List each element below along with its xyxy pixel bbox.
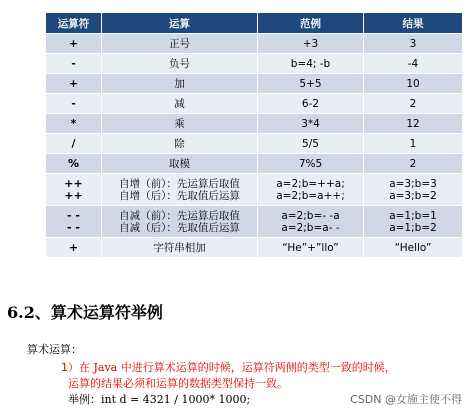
cell-operation xyxy=(102,174,258,206)
cell-operator xyxy=(46,74,102,94)
note-prefix: 1）在 xyxy=(61,361,94,374)
cell-example-line: +3 xyxy=(302,37,319,50)
cell-result-line: -4 xyxy=(407,57,419,70)
cell-operation-line: 加 xyxy=(174,77,185,90)
table-row xyxy=(46,34,463,54)
cell-operator xyxy=(46,94,102,114)
cell-example-line: 3*4 xyxy=(301,117,320,130)
cell-result-line: 10 xyxy=(406,77,420,90)
cell-result xyxy=(364,74,463,94)
cell-example-line: 6-2 xyxy=(301,97,320,110)
note-line-1 xyxy=(61,359,396,375)
table-row xyxy=(46,114,463,134)
cell-operator-line: - xyxy=(71,56,76,70)
cell-result xyxy=(364,174,463,206)
cell-operation xyxy=(102,154,258,174)
table-row xyxy=(46,174,463,206)
table-row xyxy=(46,134,463,154)
cell-example-line: b=4; -b xyxy=(290,57,331,70)
cell-operation-line: 自减（前）：先运算后取值 xyxy=(119,209,240,222)
cell-operator xyxy=(46,206,102,238)
cell-result-line: “Hello” xyxy=(394,241,432,254)
cell-result-line: 2 xyxy=(409,157,417,170)
cell-result-line: a=1;b=1 xyxy=(389,209,437,222)
table-body xyxy=(46,34,463,258)
cell-operation-line: 乘 xyxy=(174,117,185,130)
cell-operator-line: * xyxy=(70,116,77,130)
cell-result xyxy=(364,134,463,154)
cell-operation xyxy=(102,134,258,154)
cell-result-line: 12 xyxy=(406,117,420,130)
cell-operator-line: + xyxy=(68,36,79,50)
cell-operation-line: 自增（前）：先运算后取值 xyxy=(119,177,240,190)
header-result: 结果 xyxy=(364,13,463,34)
cell-operation xyxy=(102,54,258,74)
table-row xyxy=(46,94,463,114)
cell-result xyxy=(364,114,463,134)
cell-result-line: a=1;b=2 xyxy=(389,221,437,234)
cell-operation-line: 负号 xyxy=(169,57,190,70)
cell-result-line: 3 xyxy=(409,37,417,50)
cell-result xyxy=(364,238,463,258)
cell-result xyxy=(364,94,463,114)
cell-operator xyxy=(46,34,102,54)
cell-example-line: a=2;b=a- - xyxy=(281,221,340,234)
cell-operation xyxy=(102,206,258,238)
note-rest: 中进行算术运算的时候，运算符两侧的类型一致的时候， xyxy=(117,361,396,374)
body-label: 算术运算： xyxy=(27,343,82,356)
note-line-2: 运算的结果必须和运算的数据类型保持一致。 xyxy=(68,377,288,390)
cell-example-line: 5+5 xyxy=(299,77,322,90)
cell-example xyxy=(258,54,364,74)
cell-result-line: a=3;b=3 xyxy=(389,177,437,190)
cell-operator xyxy=(46,238,102,258)
cell-example xyxy=(258,206,364,238)
cell-operation-line: 正号 xyxy=(169,37,190,50)
cell-example xyxy=(258,174,364,206)
cell-operator-line: / xyxy=(71,136,76,150)
cell-operation-line: 字符串相加 xyxy=(153,241,206,254)
example-line xyxy=(68,391,250,407)
header-operation: 运算 xyxy=(102,13,258,34)
cell-operation-line: 取模 xyxy=(169,157,190,170)
table-row xyxy=(46,206,463,238)
cell-operation xyxy=(102,114,258,134)
cell-operator xyxy=(46,134,102,154)
cell-operator xyxy=(46,154,102,174)
cell-example xyxy=(258,154,364,174)
cell-operator-line: - xyxy=(71,96,76,110)
table-header-row xyxy=(46,13,463,34)
header-operator: 运算符 xyxy=(46,13,102,34)
cell-operator xyxy=(46,174,102,206)
cell-operation xyxy=(102,34,258,54)
note-java-word: Java xyxy=(93,361,118,374)
cell-result xyxy=(364,154,463,174)
cell-operator-line: - - xyxy=(67,220,80,234)
cell-example xyxy=(258,114,364,134)
cell-operator-line: + xyxy=(68,240,79,254)
cell-operation-line: 自增（后）：先取值后运算 xyxy=(119,189,240,202)
cell-example-line: a=2;b=++a; xyxy=(276,177,345,190)
cell-operator-line: ++ xyxy=(64,188,83,202)
cell-example-line: 5/5 xyxy=(302,137,319,150)
cell-example-line: a=2;b=- -a xyxy=(281,209,340,222)
cell-operation-line: 自减（后）：先取值后运算 xyxy=(119,221,240,234)
cell-result xyxy=(364,34,463,54)
header-example: 范例 xyxy=(258,13,364,34)
cell-operator xyxy=(46,114,102,134)
cell-result xyxy=(364,206,463,238)
cell-example xyxy=(258,34,364,54)
cell-operation xyxy=(102,94,258,114)
table-row xyxy=(46,74,463,94)
example-code: int d = 4321 / 1000* 1000; xyxy=(101,393,251,406)
cell-result-line: 1 xyxy=(409,137,417,150)
example-label: 举例： xyxy=(68,393,101,406)
cell-result-line: 2 xyxy=(409,97,417,110)
cell-operation xyxy=(102,74,258,94)
cell-example-line: “He”+”llo” xyxy=(282,241,339,254)
section-heading: 6.2、算术运算符举例 xyxy=(7,303,163,322)
cell-example xyxy=(258,74,364,94)
cell-operation-line: 减 xyxy=(174,97,185,110)
cell-operator xyxy=(46,54,102,74)
cell-result xyxy=(364,54,463,74)
cell-operation xyxy=(102,238,258,258)
csdn-watermark: CSDN @女施主使不得 xyxy=(350,393,462,406)
cell-operator-line: % xyxy=(67,156,80,170)
cell-example xyxy=(258,238,364,258)
table-row xyxy=(46,54,463,74)
cell-operator-line: - - xyxy=(67,208,80,222)
cell-result-line: a=3;b=2 xyxy=(389,189,437,202)
cell-operator-line: ++ xyxy=(64,176,83,190)
cell-example-line: a=2;b=a++; xyxy=(276,189,345,202)
cell-example-line: 7%5 xyxy=(298,157,323,170)
cell-operator-line: + xyxy=(68,76,79,90)
cell-operation-line: 除 xyxy=(174,137,185,150)
cell-example xyxy=(258,94,364,114)
operator-table xyxy=(45,12,463,258)
table-row xyxy=(46,238,463,258)
cell-example xyxy=(258,134,364,154)
table-row xyxy=(46,154,463,174)
